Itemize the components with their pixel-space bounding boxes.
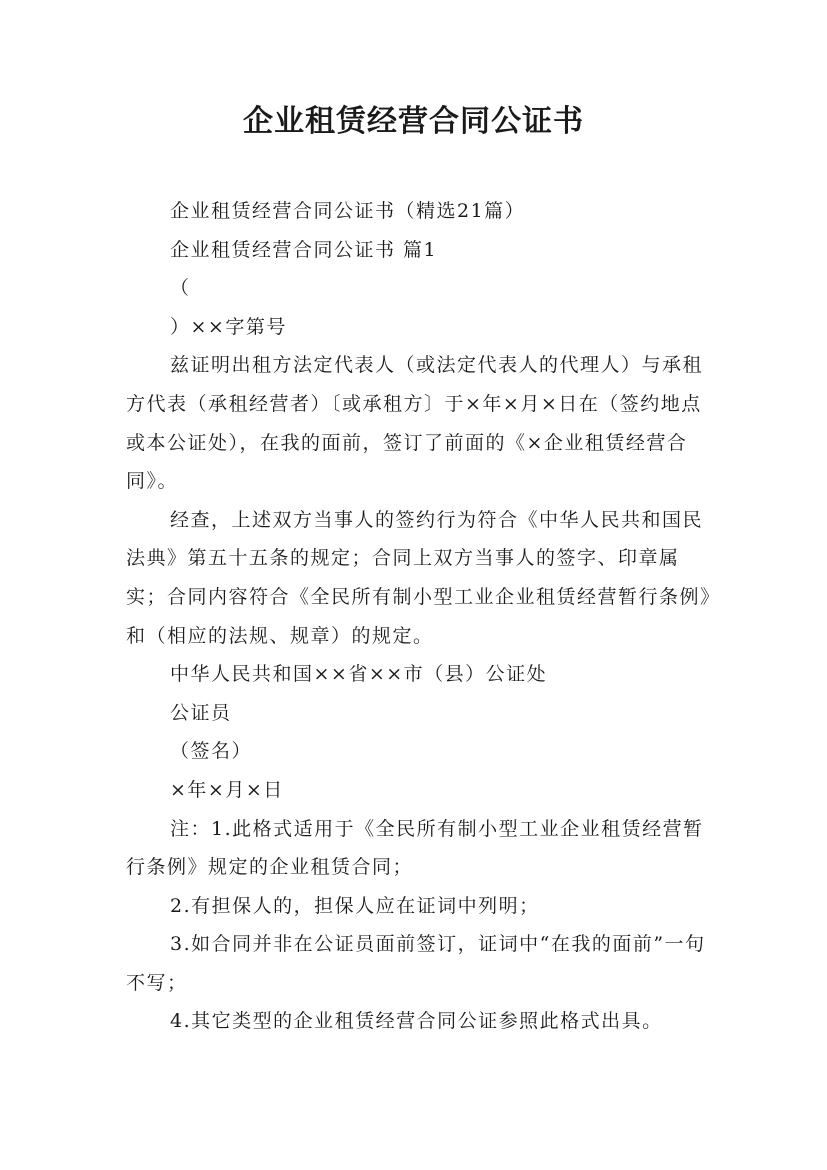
paragraph-document-number: ）××字第号 [170,315,287,338]
paragraph-note-3: 3.如合同并非在公证员面前签订，证词中“在我的面前”一句不写； [126,933,706,994]
document-title: 企业租赁经营合同公证书 [243,104,584,139]
paragraph-note-1: 注：1.此格式适用于《全民所有制小型工业企业租赁经营暂行条例》规定的企业租赁合同； [126,817,704,879]
paragraph-notary-label: 公证员 [170,701,232,724]
document-body [126,192,716,1041]
paragraph-notary-office: 中华人民共和国××省××市（县）公证处 [170,663,548,686]
paragraph-section-heading: 企业租赁经营合同公证书 篇1 [170,238,438,261]
paragraph-verification: 经查，上述双方当事人的签约行为符合《中华人民共和国民法典》第五十五条的规定；合同上双方当事人的签字、印章属实；合同内容符合《全民所有制小型工业企业租赁经营暂行条例》和（相应的法规、规章）的规定。 [126,508,712,647]
paragraph-certification: 兹证明出租方法定代表人（或法定代表人的代理人）与承租方代表（承租经营者）〔或承租方〕于×年×月×日在（签约地点或本公证处），在我的面前，签订了前面的《×企业租赁经营合同》。 [126,354,704,493]
paragraph-note-4: 4.其它类型的企业租赁经营合同公证参照此格式出具。 [170,1010,663,1033]
paragraph-date: ×年×月×日 [170,778,284,801]
paragraph-note-2: 2.有担保人的，担保人应在证词中列明； [170,894,540,917]
paragraph-subtitle: 企业租赁经营合同公证书（精选21篇） [170,200,526,222]
paragraph-open-bracket: （ [170,277,191,300]
paragraph-signature: （签名） [170,740,253,763]
